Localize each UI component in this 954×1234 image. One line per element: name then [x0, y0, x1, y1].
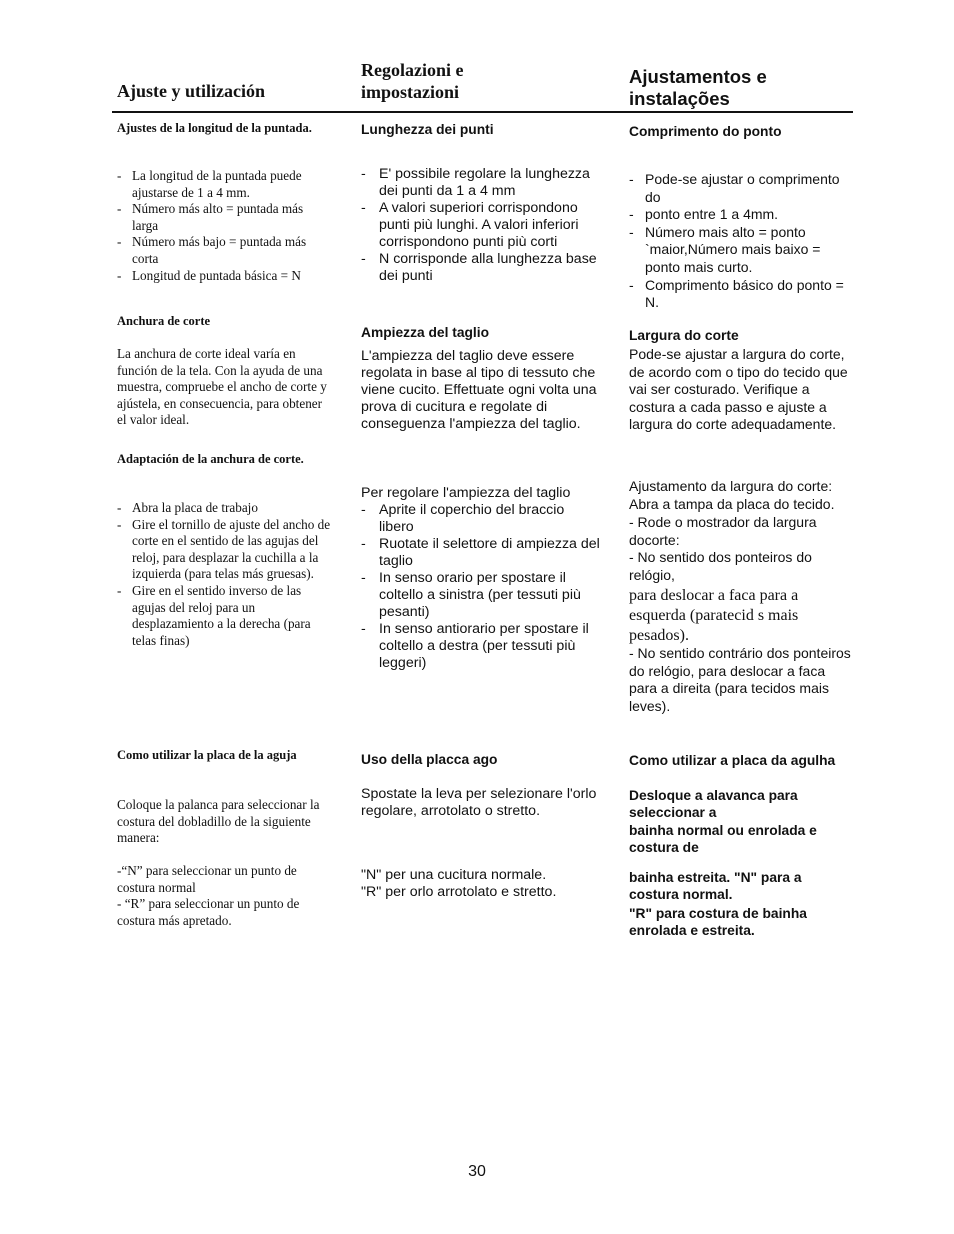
pt-title-line2: instalações [629, 88, 730, 109]
pt-stitch-heading: Comprimento do ponto [629, 124, 782, 139]
es-stitch-heading: Ajustes de la longitud de la puntada. [117, 121, 312, 135]
it-plate-text: Spostate la leva per selezionare l'orlo regolare, arrotolato o stretto. [361, 786, 597, 819]
list-item: - A valori superiori corrispondono punti più lunghi. A valori inferiori corrispondono punti più corti [361, 200, 601, 251]
page-number: 30 [468, 1163, 486, 1180]
list-item: - Longitud de puntada básica = N [117, 268, 332, 285]
list-item: - Gire el tornillo de ajuste del ancho de corte en el sentido de las agujas del reloj, para desplazar la cuchilla a la izquierda (para telas más gruesas). [117, 517, 332, 583]
pt-plate-line4: "R" para costura de bainha enrolada e estreita. [629, 906, 807, 938]
it-cut-heading: Ampiezza del taglio [361, 325, 490, 340]
list-item: - ponto entre 1 a 4mm. [629, 206, 854, 224]
it-adjust-intro: Per regolare l'ampiezza del taglio [361, 485, 571, 501]
list-item: - Pode-se ajustar o comprimento do [629, 171, 854, 206]
es-plate-r: - “R” para seleccionar un punto de costura más apretado. [117, 896, 300, 928]
es-stitch-list [117, 168, 332, 284]
pt-plate-line3: bainha estreita. "N" para a costura normal. [629, 870, 802, 902]
list-item: - Comprimento básico do ponto = N. [629, 277, 854, 312]
list-item: - Número más bajo = puntada más corta [117, 234, 332, 267]
pt-plate-line2: bainha normal ou enrolada e costura de [629, 823, 817, 855]
list-item: - N corrisponde alla lunghezza base dei punti [361, 251, 601, 285]
list-item: - In senso orario per spostare il coltello a sinistra (per tessuti più pesanti) [361, 570, 601, 621]
it-cut-text: L'ampiezza del taglio deve essere regolata in base al tipo di tessuto che viene cucito. Effettuate ogni volta una prova di cucitura e regolate di conseguenza l'ampiezza del taglio. [361, 348, 597, 432]
es-title: Ajuste y utilización [117, 81, 265, 101]
list-item: - Ruotate il selettore di ampiezza del taglio [361, 536, 601, 570]
it-stitch-list [361, 166, 601, 285]
pt-adjust-line4: - No sentido contrário dos ponteiros do relógio, para deslocar a faca para a direita (para tecidos mais leves). [629, 645, 851, 714]
it-title-line1: Regolazioni e [361, 60, 464, 80]
it-plate-heading: Uso della placca ago [361, 752, 498, 767]
es-plate-n: -“N” para seleccionar un punto de costura normal [117, 863, 297, 895]
pt-title [629, 66, 854, 110]
list-item: - Número más alto = puntada más larga [117, 201, 332, 234]
pt-adjust-serif: para deslocar a faca para a esquerda (paratecid s mais pesados). [629, 587, 799, 644]
list-item: - In senso antiorario per spostare il coltello a destra (per tessuti più leggeri) [361, 621, 601, 672]
list-item: - E' possibile regolare la lunghezza dei punti da 1 a 4 mm [361, 166, 601, 200]
it-plate-n: "N" per una cucitura normale. [361, 867, 547, 883]
list-item: - Gire en el sentido inverso de las agujas del reloj para un desplazamiento a la derecha (para telas finas) [117, 583, 332, 649]
it-title-line2: impostazioni [361, 82, 460, 102]
list-item: - Número mais alto = ponto `maior,Número mais baixo = ponto mais curto. [629, 224, 854, 277]
header-rule [112, 111, 853, 113]
pt-cut-text: Pode-se ajustar a largura do corte, de acordo com o tipo do tecido que vai ser costurado. Verifique a costura a cada passo e ajuste a largura do corte adequadamente. [629, 346, 848, 433]
es-cut-heading: Anchura de corte [117, 314, 211, 328]
it-stitch-heading: Lunghezza dei punti [361, 122, 494, 137]
list-item: - Aprite il coperchio del braccio libero [361, 502, 601, 536]
pt-stitch-list [629, 171, 854, 312]
pt-plate-heading: Como utilizar a placa da agulha [629, 753, 836, 768]
pt-cut-heading: Largura do corte [629, 328, 739, 343]
es-plate-text: Coloque la palanca para seleccionar la costura del dobladillo de la siguiente manera: [117, 797, 320, 846]
it-title [361, 59, 601, 103]
pt-adjust-line2: - Rode o mostrador da largura docorte: [629, 514, 817, 548]
it-adjust-list [361, 502, 601, 672]
pt-adjust-line3: - No sentido dos ponteiros do relógio, [629, 549, 812, 583]
list-item: - Abra la placa de trabajo [117, 500, 332, 517]
es-adapt-heading: Adaptación de la anchura de corte. [117, 452, 304, 466]
it-plate-r: "R" per orlo arrotolato e stretto. [361, 884, 557, 900]
pt-plate-line1: Desloque a alavanca para seleccionar a [629, 788, 798, 820]
es-cut-text: La anchura de corte ideal varía en función de la tela. Con la ayuda de una muestra, compruebe el ancho de corte y ajústela, en consecuencia, para obtener el valor ideal. [117, 346, 327, 428]
pt-adjust-line1: Ajustamento da largura do corte: Abra a tampa da placa do tecido. [629, 478, 835, 512]
es-adapt-list [117, 500, 332, 649]
pt-title-line1: Ajustamentos e [629, 66, 767, 87]
es-plate-heading: Como utilizar la placa de la aguja [117, 748, 297, 762]
list-item: - La longitud de la puntada puede ajustarse de 1 a 4 mm. [117, 168, 332, 201]
